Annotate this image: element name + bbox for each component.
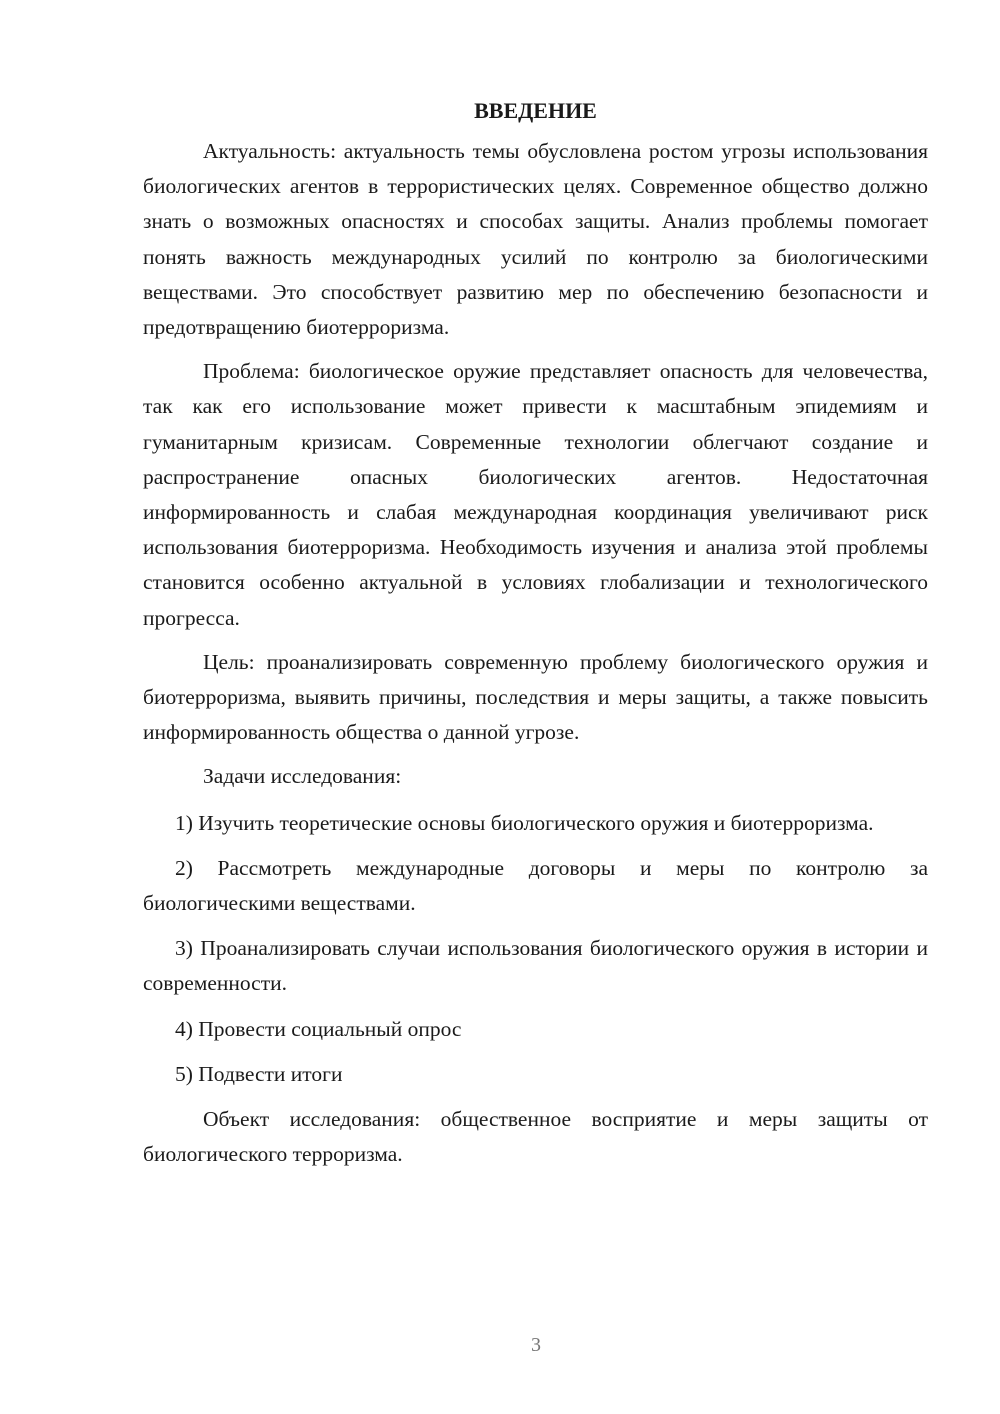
goal-paragraph: Цель: проанализировать современную проблему биологического оружия и биотерроризма, выявить причины, последствия и меры защиты, а также повысить информированность общества о данной угрозе. xyxy=(143,649,928,745)
task-item-2: 2) Рассмотреть международные договоры и меры по контролю за биологическими веществами. xyxy=(143,855,928,916)
tasks-heading: Задачи исследования: xyxy=(203,764,402,789)
problem-paragraph: Проблема: биологическое оружие представляет опасность для человечества, так как его использование может привести к масштабным эпидемиям и гуманитарным кризисам. Современные технологии облегчают создание и распространение опасных биологических агентов. Недостаточная информированность и слабая международная координация увеличивают риск использования биотерроризма. Необходимость изучения и анализа этой проблемы становится особенно актуальной в условиях глобализации и технологического прогресса. xyxy=(143,359,928,630)
task-item-5: 5) Подвести итоги xyxy=(175,1061,343,1086)
page-number: 3 xyxy=(531,1334,541,1356)
object-paragraph: Объект исследования: общественное восприятие и меры защиты от биологического терроризма. xyxy=(143,1107,928,1167)
page-content xyxy=(143,93,928,1181)
relevance-paragraph: Актуальность: актуальность темы обусловлена ростом угрозы использования биологических агентов в террористических целях. Современное общество должно знать о возможных опасностях и способах защиты. Анализ проблемы помогает понять важность международных усилий по контролю за биологическими веществами. Это способствует развитию мер по обеспечению безопасности и предотвращению биотерроризма. xyxy=(143,139,928,340)
section-title: ВВЕДЕНИЕ xyxy=(474,98,597,123)
task-item-3: 3) Проанализировать случаи использования биологического оружия в истории и современности. xyxy=(143,936,928,996)
task-item-4: 4) Провести социальный опрос xyxy=(175,1016,462,1041)
task-item-1: 1) Изучить теоретические основы биологического оружия и биотерроризма. xyxy=(175,810,874,835)
